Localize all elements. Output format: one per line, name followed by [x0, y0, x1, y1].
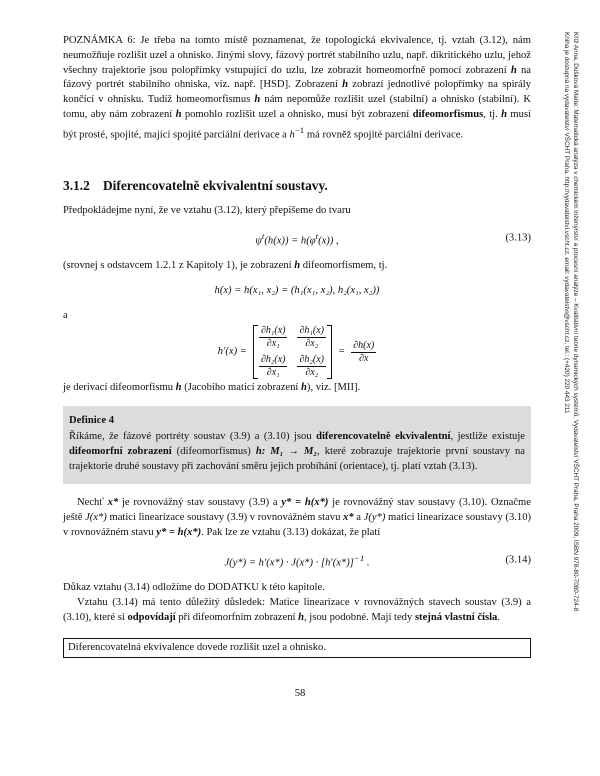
consequence-paragraph: Vztahu (3.14) má tento důležitý důsledek: Matice linearizace v rovnovážných stavech soustav (3.9) a (3.10), které si odpovídají při difeomorfním zobrazení h, jsou podobné. Mají tedy stejná vlastní čísla. — [63, 596, 531, 623]
matrix-entry: $\frac{\text{∂h₁(x)}}{\text{∂x₁}}$ — [260, 325, 286, 350]
definition-title: Definice 4 — [69, 415, 115, 427]
side-note — [554, 32, 580, 764]
remark-label: POZNÁMKA 6: — [63, 35, 136, 46]
intro-paragraph: Předpokládejme nyní, že ve vztahu (3.12), který přepíšeme do tvaru — [63, 204, 351, 216]
jacobian-lhs: h′(x) = — [217, 346, 247, 358]
equation-3-13: $\psi^t(h(x)) = h(\varphi^t(x))$ , (3.13) — [255, 230, 531, 247]
equation-h-components: h(x) = h(x₁, x₂) = (h₁(x₁, x₂), h₂(x₁, x₂)) — [214, 284, 380, 296]
section-number: 3.1.2 — [63, 178, 90, 194]
jacobian-paragraph: je derivací difeomorfismu h (Jacobiho maticí zobrazení h), viz. [MII]. — [63, 382, 361, 394]
definition-box — [63, 406, 531, 484]
side-note-line1: Kříž Anna, Dušková Marie: Matematická analýza v chemickém inženýrství a procesní analýze – Kvalitativní teorie dynamických systémů, Vydavatelství VŠCHT Praha, Praha 2009, ISBN 978-80-7080-724-8 — [572, 32, 579, 612]
conjunction-a: a — [63, 309, 68, 321]
equation-number: (3.13) — [505, 232, 531, 244]
matrix-entry: $\frac{\text{∂h₁(x)}}{\text{∂x₂}}$ — [299, 325, 325, 350]
page-number: 58 — [294, 688, 306, 699]
jacobian-rhs: $\frac{\partial h(x)}{\partial x}$ — [353, 339, 375, 364]
remark-paragraph: POZNÁMKA 6: Je třeba na tomto místě poznamenat, že topologická ekvivalence, tj. vztah (3.12), nám neumožňuje rozlišit uzel a ohnisko. Jinými slovy, fázový portrét stabilního uzlu, např. dikritického uzlu, jehož všechny trajektorie jsou polopřímky vstupující do uzlu, lze zobrazit homeomorfně pomocí zobrazení h na fázový portrét stabilního ohniska, viz. např. [HSD]. Zobrazení h zobrazí jednotlivé polopřímky na spirály končící v ohnisku. Tudíž homeomorfismus h nám nepomůže rozlišit uzel (stabilní) a ohnisko (stabilní). K tomu, aby nám zobrazení h pomohlo rozlišit uzel a ohnisko, musí být zobrazení difeomorfismus, tj. h musí být prosté, spojité, mající spojité parciální derivace a $h^{-1}$ má rovněž spojité parciální derivace. — [63, 35, 532, 141]
page-body — [63, 34, 531, 658]
summary-box: Diferencovatelná ekvivalence dovede rozlišit uzel a ohnisko. — [63, 638, 531, 659]
proof-paragraph: Důkaz vztahu (3.14) odložíme do DODATKU k této kapitole. — [63, 582, 325, 594]
equation-number: (3.14) — [505, 554, 531, 566]
equation-3-14: $J(y*) = h'(x*) \cdot J(x*) \cdot [h'(x*)]^{-1}$ . (3.14) — [224, 552, 531, 569]
jacobian-matrix — [253, 325, 332, 379]
jacobian-equation: h′(x) = $\frac{\text{∂h₁(x)}}{\text{∂x₁}}$ $\frac{\text{∂h₁(x)}}{\text{∂x₂}}$ $\frac{\text{∂h₂(x)}}{\text{∂x₁}}$ $\frac{\text{∂h₂(x)}}{\text{∂x₂}}$ = $\frac{\partial h(x)}{\partial x}$ — [217, 325, 375, 379]
matrix-entry: $\frac{\text{∂h₂(x)}}{\text{∂x₁}}$ — [260, 354, 286, 379]
matrix-entry: $\frac{\text{∂h₂(x)}}{\text{∂x₂}}$ — [299, 354, 325, 379]
definition-text: Říkáme, že fázové portréty soustav (3.9) a (3.10) jsou diferencovatelně ekvivalentní, jestliže existuje difeomorfní zobrazení (difeomorfismus) h: M₁ → M₂, které zobrazuje trajektorie první soustavy na trajektorie druhé soustavy při zachování směru jejich probíhání (orientace), tj. platí vztah (3.13). — [69, 431, 525, 472]
section-title: Diferencovatelně ekvivalentní soustavy. — [103, 178, 328, 194]
compare-paragraph: (srovnej s odstavcem 1.2.1 z Kapitoly 1), je zobrazení h difeomorfismem, tj. — [63, 260, 388, 272]
side-note-line2: Kniha je dostupná na vydavatelství VŠCHT Praha, http://vydavatelstvi.vscht.cz, email: vydavatelstvi@vscht.cz, tel.: (+420) 220 443 211 — [563, 32, 570, 414]
equilibrium-paragraph: Nechť x* je rovnovážný stav soustavy (3.9) a y* = h(x*) je rovnovážný stav soustavy (3.10). Označme ještě J(x*) matici linearizace soustavy (3.9) v rovnovážném stavu x* a J(y*) matici linearizace soustavy (3.10) v rovnovážném stavu y* = h(x*). Pak lze ze vztahu (3.13) dokázat, že platí — [63, 497, 532, 538]
section-heading — [63, 179, 531, 194]
